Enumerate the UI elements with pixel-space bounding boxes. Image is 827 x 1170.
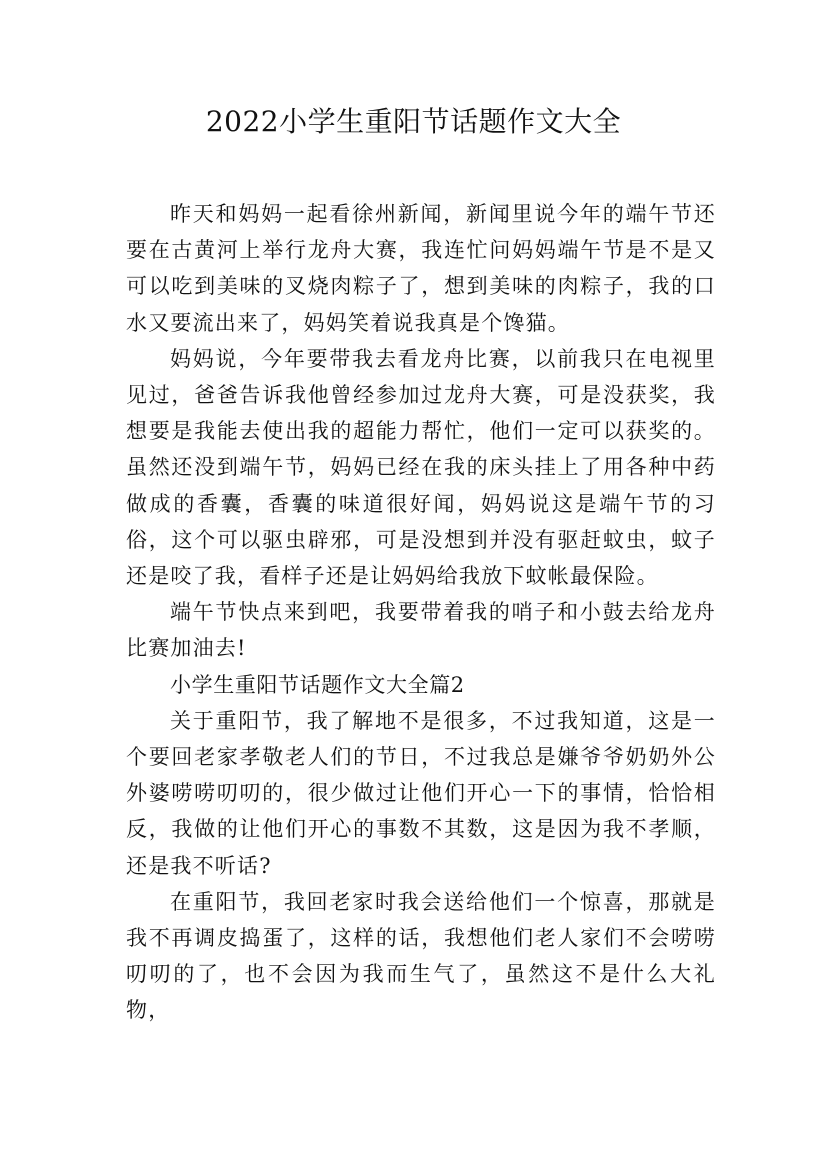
paragraph-3: 端午节快点来到吧，我要带着我的哨子和小鼓去给龙舟比赛加油去! [126,600,716,661]
paragraph-5: 在重阳节，我回老家时我会送给他们一个惊喜，那就是我不再调皮捣蛋了，这样的话，我想他们老人家们不会唠唠叨叨的了，也不会因为我而生气了，虽然这不是什么大礼物， [126,889,716,1023]
document-title: 2022小学生重阳节话题作文大全 [205,105,622,138]
paragraph-1: 昨天和妈妈一起看徐州新闻，新闻里说今年的端午节还要在古黄河上举行龙舟大赛，我连忙问妈妈端午节是不是又可以吃到美味的叉烧肉粽子了，想到美味的肉粽子，我的口水又要流出来了，妈妈笑着说我真是个馋猫。 [126,202,716,335]
document-body [126,196,716,1029]
paragraph-4: 关于重阳节，我了解地不是很多，不过我知道，这是一个要回老家孝敬老人们的节日，不过我总是嫌爷爷奶奶外公外婆唠唠叨叨的，很少做过让他们开心一下的事情，恰恰相反，我做的让他们开心的事数不其数，这是因为我不孝顺，还是我不听话? [126,708,716,878]
section-heading: 小学生重阳节话题作文大全篇2 [170,672,465,697]
paragraph-2: 妈妈说，今年要带我去看龙舟比赛，以前我只在电视里见过，爸爸告诉我他曾经参加过龙舟大赛，可是没获奖，我想要是我能去使出我的超能力帮忙，他们一定可以获奖的。虽然还没到端午节，妈妈已经在我的床头挂上了用各种中药做成的香囊，香囊的味道很好闻，妈妈说这是端午节的习俗，这个可以驱虫辟邪，可是没想到并没有驱赶蚊虫，蚊子还是咬了我，看样子还是让妈妈给我放下蚊帐最保险。 [126,346,716,589]
